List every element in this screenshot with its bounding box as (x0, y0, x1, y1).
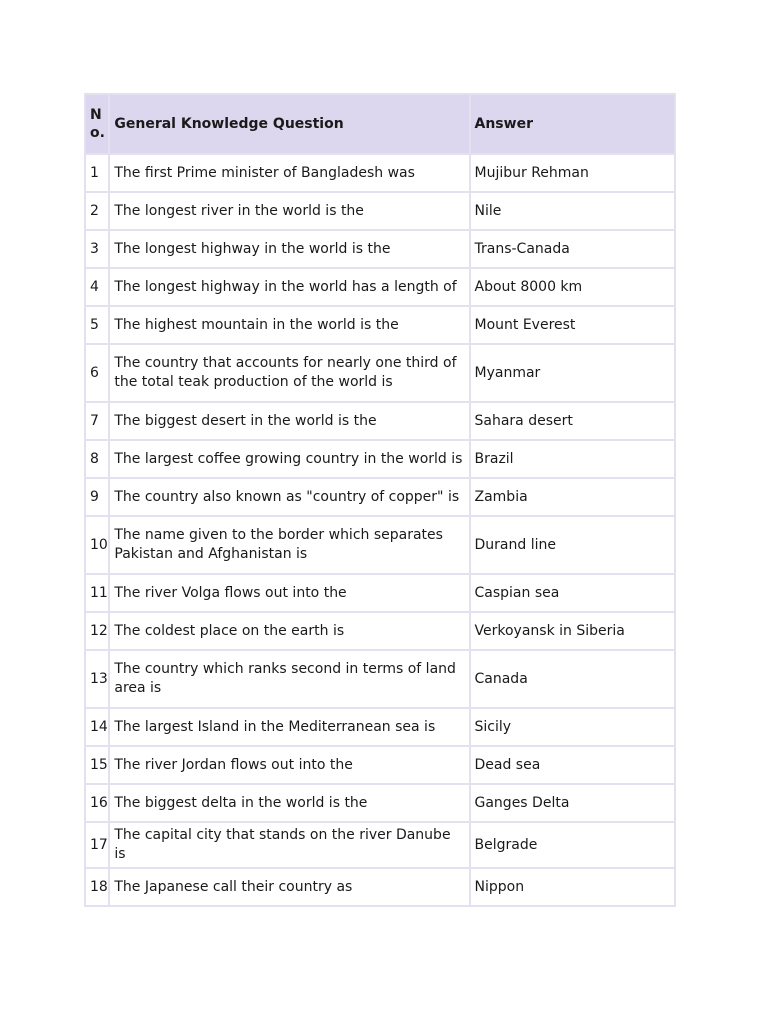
cell-no: 17 (86, 823, 108, 867)
cell-answer: Myanmar (471, 345, 675, 401)
table-row (86, 651, 674, 707)
table-row (86, 441, 674, 477)
cell-answer: Mount Everest (471, 307, 675, 343)
table-row (86, 231, 674, 267)
table-row (86, 307, 674, 343)
cell-answer: Brazil (471, 441, 675, 477)
cell-question: The country which ranks second in terms of land area is (110, 651, 468, 707)
cell-no: 6 (86, 345, 108, 401)
cell-answer: Belgrade (471, 823, 675, 867)
cell-answer: About 8000 km (471, 269, 675, 305)
table-row (86, 613, 674, 649)
cell-question: The country also known as "country of copper" is (110, 479, 468, 515)
cell-question: The name given to the border which separates Pakistan and Afghanistan is (110, 517, 468, 573)
cell-question: The longest highway in the world is the (110, 231, 468, 267)
cell-answer: Zambia (471, 479, 675, 515)
cell-no: 3 (86, 231, 108, 267)
cell-question: The longest river in the world is the (110, 193, 468, 229)
cell-question: The coldest place on the earth is (110, 613, 468, 649)
cell-answer: Durand line (471, 517, 675, 573)
cell-no: 1 (86, 155, 108, 191)
table-row (86, 193, 674, 229)
general-knowledge-table (84, 93, 676, 907)
cell-question: The largest Island in the Mediterranean sea is (110, 709, 468, 745)
table-row (86, 269, 674, 305)
cell-no: 9 (86, 479, 108, 515)
cell-no: 5 (86, 307, 108, 343)
table-row (86, 747, 674, 783)
cell-no: 2 (86, 193, 108, 229)
cell-answer: Canada (471, 651, 675, 707)
cell-question: The river Volga flows out into the (110, 575, 468, 611)
cell-answer: Mujibur Rehman (471, 155, 675, 191)
cell-no: 10 (86, 517, 108, 573)
cell-no: 11 (86, 575, 108, 611)
cell-answer: Sicily (471, 709, 675, 745)
cell-answer: Sahara desert (471, 403, 675, 439)
table-header-row (86, 95, 674, 153)
cell-answer: Caspian sea (471, 575, 675, 611)
header-answer: Answer (471, 95, 675, 153)
cell-no: 16 (86, 785, 108, 821)
table-row (86, 345, 674, 401)
cell-no: 15 (86, 747, 108, 783)
table-row (86, 575, 674, 611)
cell-no: 12 (86, 613, 108, 649)
cell-question: The Japanese call their country as (110, 869, 468, 905)
cell-answer: Ganges Delta (471, 785, 675, 821)
cell-no: 18 (86, 869, 108, 905)
cell-question: The biggest desert in the world is the (110, 403, 468, 439)
table-row (86, 709, 674, 745)
cell-answer: Trans-Canada (471, 231, 675, 267)
cell-question: The highest mountain in the world is the (110, 307, 468, 343)
table-row (86, 155, 674, 191)
cell-no: 8 (86, 441, 108, 477)
cell-no: 7 (86, 403, 108, 439)
cell-question: The largest coffee growing country in the world is (110, 441, 468, 477)
cell-no: 14 (86, 709, 108, 745)
table-row (86, 823, 674, 867)
header-question: General Knowledge Question (110, 95, 468, 153)
cell-no: 4 (86, 269, 108, 305)
table-body (86, 155, 674, 905)
cell-question: The capital city that stands on the river Danube is (110, 823, 468, 867)
table-row (86, 869, 674, 905)
cell-question: The first Prime minister of Bangladesh was (110, 155, 468, 191)
cell-answer: Nippon (471, 869, 675, 905)
table-row (86, 479, 674, 515)
cell-answer: Dead sea (471, 747, 675, 783)
cell-question: The longest highway in the world has a length of (110, 269, 468, 305)
header-no: No. (86, 95, 108, 153)
cell-question: The country that accounts for nearly one third of the total teak production of the world is (110, 345, 468, 401)
cell-question: The river Jordan flows out into the (110, 747, 468, 783)
table-row (86, 785, 674, 821)
table-row (86, 403, 674, 439)
table-row (86, 517, 674, 573)
cell-answer: Verkoyansk in Siberia (471, 613, 675, 649)
cell-answer: Nile (471, 193, 675, 229)
cell-no: 13 (86, 651, 108, 707)
cell-question: The biggest delta in the world is the (110, 785, 468, 821)
